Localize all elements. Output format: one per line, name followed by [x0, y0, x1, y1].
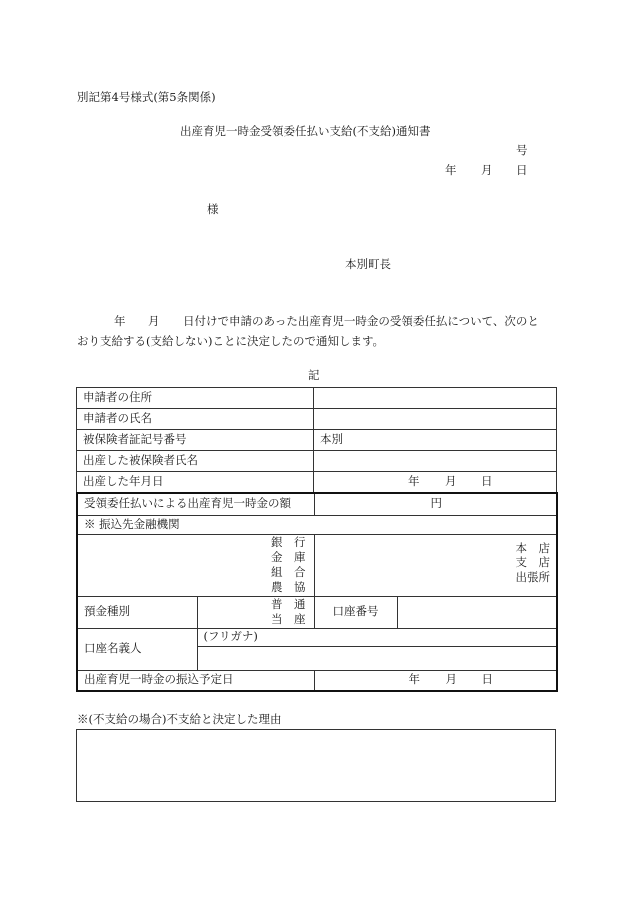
amount-unit: 円	[430, 496, 442, 511]
birth-date-label: 出産した年月日	[77, 472, 314, 493]
amount-value[interactable]	[314, 493, 557, 515]
insured-name-value[interactable]	[314, 451, 557, 472]
transfer-date-month: 月	[445, 672, 457, 687]
body-text-line2: おり支給する(支給しない)ことに決定したので通知します。	[77, 334, 385, 348]
payment-table	[76, 492, 558, 692]
reason-label: ※(不支給の場合)不支給と決定した理由	[77, 712, 282, 726]
institution-types	[84, 535, 306, 595]
insurance-number-label: 被保険者証記号番号	[77, 430, 314, 451]
addressee-suffix: 様	[207, 202, 219, 216]
deposit-type-current: 当 座	[271, 612, 306, 626]
body-text-line1: 日付けで申請のあった出産育児一時金の受領委任払について、次のと	[183, 314, 539, 328]
institution-name-cell[interactable]	[77, 534, 314, 596]
deposit-type-ordinary: 普 通	[271, 597, 306, 612]
applicant-name-label: 申請者の氏名	[77, 409, 314, 430]
account-holder-value[interactable]	[197, 646, 557, 670]
applicant-address-label: 申請者の住所	[77, 388, 314, 409]
bank-header: ※ 振込先金融機関	[77, 515, 557, 534]
birth-date-value[interactable]	[314, 472, 557, 493]
institution-type-shinkin: 金 庫	[271, 550, 306, 565]
applicant-name-value[interactable]	[314, 409, 557, 430]
number-label: 号	[516, 143, 528, 157]
date-month-label: 月	[481, 163, 493, 177]
furigana-cell[interactable]	[197, 628, 557, 646]
branch-types	[321, 541, 551, 586]
deposit-type-cell[interactable]	[197, 596, 314, 628]
applicant-address-value[interactable]	[314, 388, 557, 409]
form-id: 別記第4号様式(第5条関係)	[77, 90, 216, 104]
body-month-label: 月	[148, 314, 160, 328]
applicant-table	[76, 387, 557, 493]
insurance-number-value[interactable]: 本別	[314, 430, 557, 451]
branch-name-cell[interactable]	[314, 534, 557, 596]
account-number-value[interactable]	[397, 596, 557, 628]
date-day-label: 日	[516, 163, 528, 177]
birth-date-day: 日	[481, 474, 493, 488]
insured-name-label: 出産した被保険者氏名	[77, 451, 314, 472]
birth-date-month: 月	[445, 474, 457, 488]
ki-label: 記	[308, 368, 320, 382]
institution-type-union: 組 合	[271, 565, 306, 579]
deposit-type-label: 預金種別	[77, 596, 197, 628]
deposit-types	[204, 597, 306, 627]
transfer-date-year: 年	[408, 672, 420, 687]
body-year-label: 年	[114, 314, 126, 328]
date-year-label: 年	[445, 163, 457, 177]
transfer-date-value[interactable]	[314, 670, 557, 691]
account-number-label: 口座番号	[314, 596, 397, 628]
institution-type-bank: 銀 行	[271, 535, 306, 550]
amount-label: 受領委任払いによる出産育児一時金の額	[77, 493, 314, 515]
reason-box[interactable]	[76, 729, 556, 802]
document-title: 出産育児一時金受領委任払い支給(不支給)通知書	[180, 124, 431, 138]
issuer: 本別町長	[345, 257, 391, 271]
institution-type-ja: 農 協	[271, 579, 306, 594]
branch-type-office: 出張所	[515, 570, 550, 585]
transfer-date-label: 出産育児一時金の振込予定日	[77, 670, 314, 691]
branch-type-branch: 支 店	[515, 555, 550, 570]
birth-date-year: 年	[408, 474, 420, 488]
transfer-date-day: 日	[481, 672, 493, 687]
furigana-label: (フリガナ)	[203, 629, 258, 644]
branch-type-head: 本 店	[515, 540, 550, 555]
account-holder-label: 口座名義人	[77, 628, 197, 670]
